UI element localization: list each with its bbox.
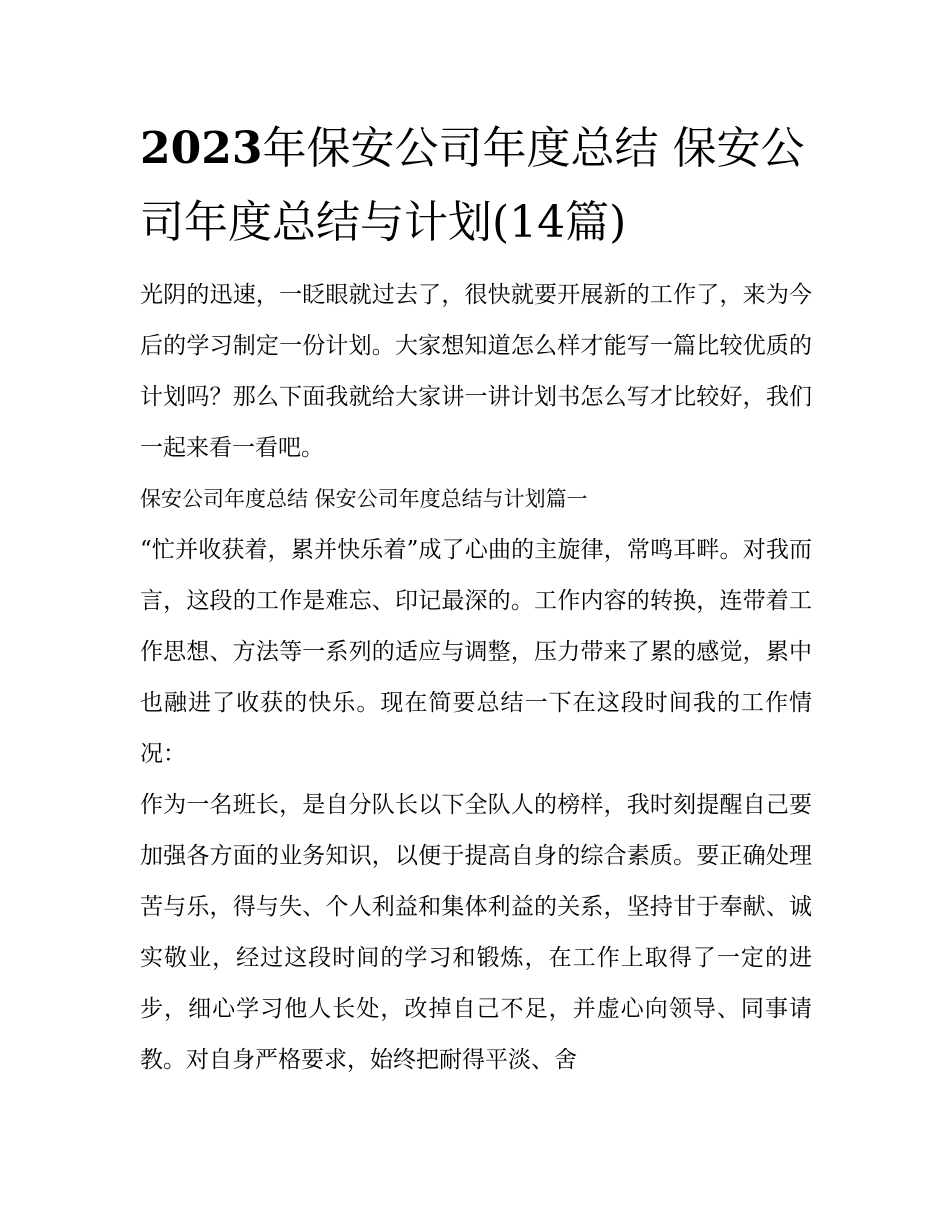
document-content xyxy=(140,112,812,1086)
intro-paragraph: 光阴的迅速，一眨眼就过去了，很快就要开展新的工作了，来为今后的学习制定一份计划。大家想知道怎么样才能写一篇比较优质的计划吗？那么下面我就给大家讲一讲计划书怎么写才比较好，我们一起来看一看吧。 xyxy=(140,282,812,461)
body-paragraph-2: 作为一名班长，是自分队长以下全队人的榜样，我时刻提醒自己要加强各方面的业务知识，以便于提高自身的综合素质。要正确处理苦与乐，得与失、个人利益和集体利益的关系，坚持甘于奉献、诚实敬业，经过这段时间的学习和锻炼，在工作上取得了一定的进步，细心学习他人长处，改掉自己不足，并虚心向领导、同事请教。对自身严格要求，始终把耐得平淡、舍 xyxy=(140,792,812,1073)
title-text: 年保安公司年度总结 保安公司年度总结与计划(14篇) xyxy=(140,123,805,248)
section-heading: 保安公司年度总结 保安公司年度总结与计划篇一 xyxy=(140,487,588,511)
document-title xyxy=(140,112,812,260)
title-year: 2023 xyxy=(140,123,263,174)
body-paragraph-1: “忙并收获着，累并快乐着”成了心曲的主旋律，常鸣耳畔。对我而言，这段的工作是难忘、印记最深的。工作内容的转换，连带着工作思想、方法等一系列的适应与调整，压力带来了累的感觉，累中也融进了收获的快乐。现在简要总结一下在这段时间我的工作情况： xyxy=(140,537,812,767)
